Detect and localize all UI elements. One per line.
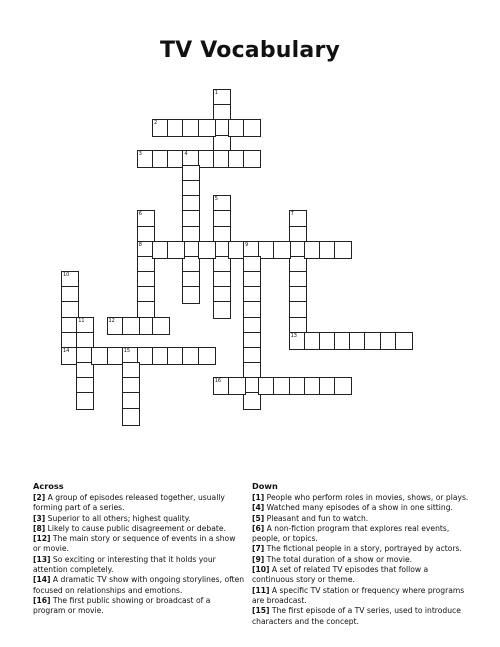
grid-cell[interactable]	[152, 317, 170, 335]
clue-label: [7]	[252, 544, 265, 554]
grid-cell[interactable]	[198, 347, 216, 365]
grid-cell[interactable]	[395, 332, 413, 350]
grid-cell[interactable]	[243, 119, 261, 137]
clue-number: 6	[138, 211, 142, 218]
clue-label: [11]	[252, 585, 270, 595]
clue-text: The first episode of a TV series, used to introduce characters and the concept.	[252, 606, 461, 626]
clue-label: [15]	[252, 606, 270, 616]
down-clue	[252, 586, 470, 607]
across-clue	[33, 534, 245, 555]
grid-cell[interactable]	[273, 241, 291, 259]
clue-text: Superior to all others; highest quality.	[45, 513, 191, 523]
clue-text: Watched many episodes of a show in one sitting.	[264, 503, 453, 513]
clue-label: [12]	[33, 534, 51, 544]
across-clue	[33, 555, 245, 576]
down-clue-list	[252, 493, 470, 627]
down-clue	[252, 544, 470, 554]
clue-number: 13	[290, 332, 297, 339]
down-clue	[252, 565, 470, 586]
clue-text: The fictional people in a story, portrayed by actors.	[264, 544, 462, 554]
clue-label: [9]	[252, 554, 265, 564]
clue-label: [10]	[252, 565, 270, 575]
grid-cell[interactable]	[243, 150, 261, 168]
clue-label: [13]	[33, 554, 51, 564]
clue-text: People who perform roles in movies, shows, or plays.	[264, 493, 469, 502]
clue-label: [4]	[252, 503, 265, 513]
grid-cell[interactable]	[198, 119, 216, 137]
clue-label: [5]	[252, 513, 265, 523]
clue-number: 15	[123, 347, 131, 354]
clue-label: [16]	[33, 595, 51, 605]
down-clue	[252, 493, 470, 503]
clue-number: 1	[214, 90, 218, 96]
clue-number: 2	[154, 120, 158, 127]
across-clue-list	[33, 493, 245, 617]
grid-cell[interactable]	[213, 301, 231, 319]
across-clue	[33, 493, 245, 514]
clue-label: [14]	[33, 575, 51, 585]
down-clue	[252, 606, 470, 627]
clue-number: 16	[214, 378, 222, 385]
across-heading: Across	[33, 481, 64, 491]
clue-label: [1]	[252, 493, 265, 502]
across-clue	[33, 524, 245, 534]
grid-cell[interactable]	[334, 377, 352, 395]
clue-number: 11	[78, 317, 85, 324]
clue-number: 7	[290, 211, 294, 218]
grid-cell[interactable]	[182, 286, 200, 304]
clue-number: 10	[63, 272, 70, 278]
clue-number: 5	[214, 196, 218, 203]
clue-text: Pleasant and fun to watch.	[264, 513, 369, 523]
down-heading: Down	[252, 481, 278, 491]
down-clue	[252, 514, 470, 524]
clue-number: 4	[184, 150, 188, 157]
clue-label: [2]	[33, 493, 46, 502]
grid-cell[interactable]	[167, 241, 185, 259]
down-clue	[252, 524, 470, 545]
down-clue	[252, 555, 470, 565]
grid-cell[interactable]	[122, 317, 140, 335]
clue-text: A specific TV station or frequency where programs are broadcast.	[252, 585, 465, 605]
grid-cell[interactable]	[198, 241, 216, 259]
clue-number: 9	[245, 241, 249, 248]
clue-number: 12	[108, 317, 115, 324]
clue-text: A non-fiction program that explores real events, people, or topics.	[252, 523, 450, 544]
grid-cell[interactable]	[122, 408, 140, 426]
puzzle-title: TV Vocabulary	[159, 38, 341, 63]
clue-text: A dramatic TV show with ongoing storylines, often focused on relationships and emotions.	[33, 575, 245, 595]
clue-text: The total duration of a show or movie.	[264, 554, 413, 564]
clue-text: A group of episodes released together, usually forming part of a series.	[33, 493, 225, 513]
clue-label: [6]	[252, 523, 265, 533]
grid-cell[interactable]	[76, 392, 94, 410]
clue-label: [3]	[33, 513, 46, 523]
clue-number: 14	[63, 347, 70, 354]
across-clue	[33, 514, 245, 524]
clue-text: The first public showing or broadcast of a program or movie.	[33, 595, 211, 616]
clue-text: So exciting or interesting that it holds your attention completely.	[33, 554, 216, 575]
down-clues	[252, 481, 470, 627]
down-clue	[252, 503, 470, 513]
clue-text: The main story or sequence of events in a show or movie.	[33, 534, 236, 554]
clue-label: [8]	[33, 523, 46, 533]
clue-number: 8	[138, 241, 142, 248]
across-clues	[33, 481, 245, 617]
clue-text: Likely to cause public disagreement or debate.	[45, 523, 226, 533]
grid-cell[interactable]	[334, 241, 352, 259]
across-clue	[33, 596, 245, 617]
clue-text: A set of related TV episodes that follow a continuous story or theme.	[252, 565, 429, 585]
clue-number: 3	[138, 150, 142, 157]
across-clue	[33, 575, 245, 596]
grid-cell[interactable]	[228, 377, 246, 395]
